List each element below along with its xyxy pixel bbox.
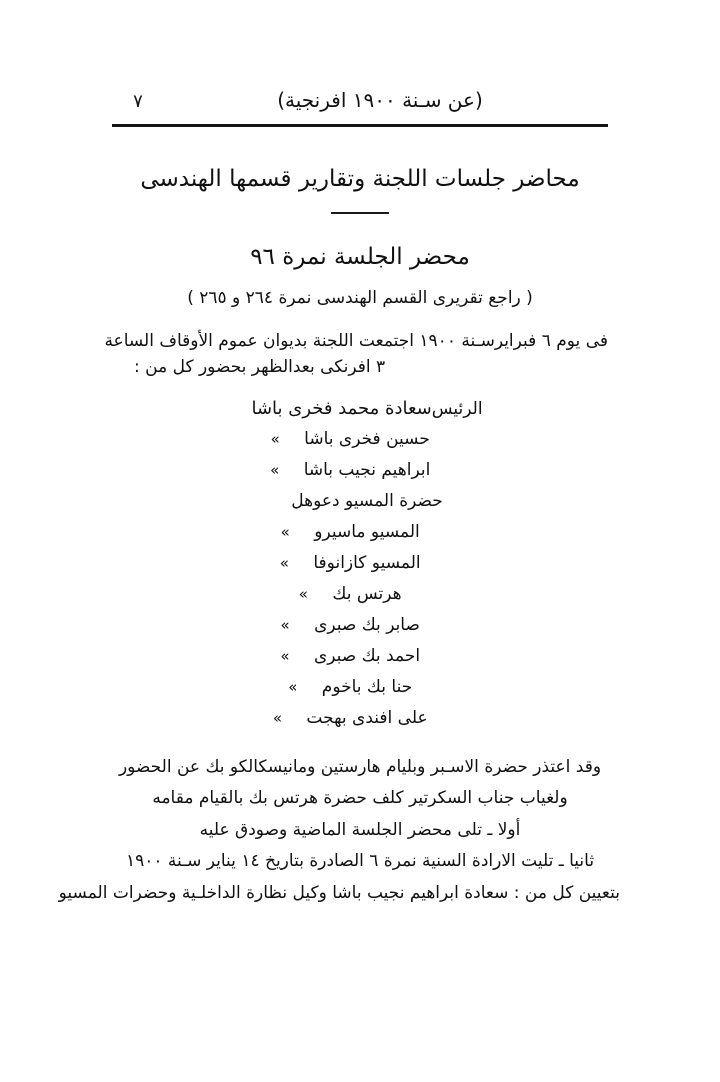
page-title: محاضر جلسات اللجنة وتقارير قسمها الهندسى [140,166,580,192]
agenda-item-second-b: بتعيين كل من : سعادة ابراهيم نجيب باشا وكيل نظارة الداخلـية وحضرات المسيو [58,882,620,903]
attendee-name: صابر بك صبرى [314,615,420,635]
attendee-row [112,677,608,708]
attendee-row [112,615,608,646]
attendee-ditto-mark: » [298,585,308,603]
intro-paragraph [104,328,608,381]
excuse-line-2: ولغياب جناب السكرتير كلف حضرة هرتس بك بالقيام مقامه [152,788,568,809]
attendee-name: ابراهيم نجيب باشا [303,460,431,480]
session-reference-note: ( راجع تقريرى القسم الهندسى نمرة ٢٦٤ و ٢٦٥ ) [187,288,533,308]
attendee-row [112,584,608,615]
attendee-ditto-mark: » [280,647,290,665]
agenda-item-second-a: ثانيا ـ تليت الارادة السنية نمرة ٦ الصادرة بتاريخ ١٤ يناير سـنة ١٩٠٠ [125,851,595,872]
header-rule [112,124,608,127]
attendee-ditto-mark: » [279,554,289,572]
header-year-note: (عن سـنة ١٩٠٠ افرنجية) [277,88,483,112]
attendee-list [112,398,608,739]
attendee-row [112,553,608,584]
attendee-row [112,491,608,522]
attendee-name: المسيو ماسيرو [314,522,420,542]
closing-section [58,752,620,909]
agenda-item-first: أولا ـ تلى محضر الجلسة الماضية وصودق عليه [199,819,521,840]
title-divider [331,212,389,214]
attendee-row [112,646,608,677]
page-header [118,88,602,112]
attendee-name: هرتس بك [332,584,402,604]
attendee-row [112,522,608,553]
attendee-row [112,460,608,491]
intro-line-1: فى يوم ٦ فبرايرسـنة ١٩٠٠ اجتمعت اللجنة بديوان عموم الأوقاف الساعة [104,331,608,351]
attendee-row [112,429,608,460]
attendee-row [112,398,608,429]
attendee-name: المسيو كازانوفا [313,553,421,573]
attendee-ditto-mark: » [288,678,298,696]
attendee-ditto-mark: » [280,523,290,541]
attendee-name: حضرة المسيو دعوهل [291,491,443,511]
excuse-line-1: وقد اعتذر حضرة الاسـبر وبليام هارستين ومانيسكالكو بك عن الحضور [118,757,602,777]
attendee-ditto-mark: » [280,616,290,634]
session-title: محضر الجلسة نمرة ٩٦ [250,244,470,270]
attendee-name: على افندى بهجت [306,708,428,728]
attendee-name: حنا بك باخوم [321,677,413,697]
intro-line-2: ٣ افرنكى بعدالظهر بحضور كل من : [134,357,386,378]
attendee-ditto-mark: » [272,709,282,727]
folio-number: ٧ [133,91,143,112]
attendee-role: الرئيس [431,399,483,419]
attendee-name: سعادة محمد فخرى باشا [251,398,432,419]
attendee-name: احمد بك صبرى [313,646,421,666]
attendee-name: حسين فخرى باشا [304,429,430,449]
attendee-row [112,708,608,739]
attendee-ditto-mark: » [270,430,280,448]
attendee-ditto-mark: » [270,461,280,479]
